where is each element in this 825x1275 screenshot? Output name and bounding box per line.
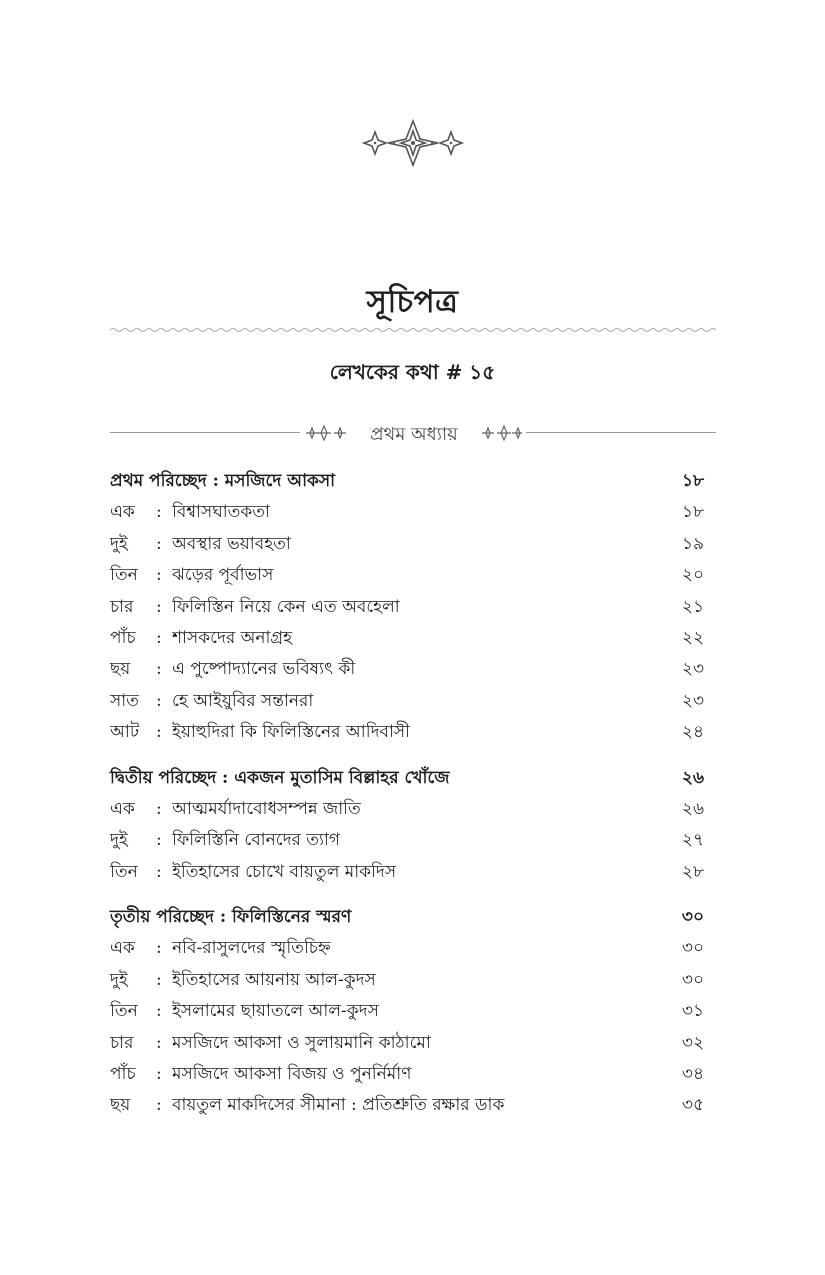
- section-title: দ্বিতীয় পরিচ্ছেদ : একজন মুতাসিম বিল্লাহর খোঁজে: [110, 767, 450, 788]
- page-number: ৩৪: [681, 1064, 704, 1085]
- toc-entry[interactable]: [110, 654, 704, 685]
- page-number: ২০: [681, 565, 704, 586]
- page-number: ৩২: [681, 1032, 704, 1053]
- colon: :: [156, 502, 162, 523]
- toc-entry[interactable]: [110, 1090, 704, 1121]
- entry-title: মসজিদে আকসা বিজয় ও পুনর্নির্মাণ: [172, 1064, 412, 1085]
- star-ornament-icon: [360, 118, 466, 168]
- part-label: প্রথম অধ্যায়: [370, 424, 458, 445]
- page-number: ২৩: [681, 659, 704, 680]
- entry-number: তিন: [110, 1001, 138, 1022]
- entry-title: এ পুষ্পোদ্যানের ভবিষ্যৎ কী: [172, 659, 356, 680]
- colon: :: [156, 722, 162, 743]
- toc-entry[interactable]: [110, 996, 704, 1027]
- entry-number: এক: [110, 938, 135, 959]
- toc-section-heading[interactable]: [110, 902, 704, 933]
- toc-entry[interactable]: [110, 592, 704, 623]
- page-number: ২৭: [681, 830, 704, 851]
- entry-number: ছয়: [110, 659, 131, 680]
- page-number: ১৮: [681, 502, 704, 523]
- entry-title: ইতিহাসের আয়নায় আল-কুদস: [172, 969, 376, 990]
- colon: :: [156, 861, 162, 882]
- part-divider: [110, 420, 716, 446]
- toc-entry[interactable]: [110, 717, 704, 748]
- entry-number: তিন: [110, 565, 138, 586]
- entry-number: দুই: [110, 533, 128, 554]
- entry-number: দুই: [110, 830, 128, 851]
- colon: :: [156, 969, 162, 990]
- entry-number: চার: [110, 1032, 134, 1053]
- table-of-contents: [110, 466, 704, 1136]
- page-number: ৩০: [681, 969, 704, 990]
- toc-section: [110, 902, 704, 1122]
- entry-title: বিশ্বাসঘাতকতা: [172, 502, 270, 523]
- entry-number: সাত: [110, 690, 139, 711]
- page-number: ২৬: [681, 767, 704, 788]
- divider-line-left: [110, 432, 300, 433]
- toc-entry[interactable]: [110, 794, 704, 825]
- page-number: ৩৫: [681, 1095, 704, 1116]
- entry-number: তিন: [110, 861, 138, 882]
- colon: :: [156, 659, 162, 680]
- colon: :: [156, 830, 162, 851]
- entry-title: বায়তুল মাকদিসের সীমানা : প্রতিশ্রুতি রক্ষার ডাক: [172, 1095, 505, 1116]
- entry-title: ইতিহাসের চোখে বায়তুল মাকদিস: [172, 861, 397, 882]
- colon: :: [156, 1095, 162, 1116]
- entry-title: মসজিদে আকসা ও সুলায়মানি কাঠামো: [172, 1032, 431, 1053]
- page-title: সূচিপত্র: [366, 284, 459, 320]
- entry-number: পাঁচ: [110, 1064, 136, 1085]
- section-title: প্রথম পরিচ্ছেদ : মসজিদে আকসা: [110, 471, 336, 491]
- entry-title: ঝড়ের পূর্বাভাস: [172, 565, 274, 586]
- toc-entry[interactable]: [110, 965, 704, 996]
- page-number: ২৪: [681, 722, 704, 743]
- toc-section-heading[interactable]: [110, 763, 704, 794]
- page-number: ১৯: [681, 533, 704, 554]
- colon: :: [156, 596, 162, 617]
- entry-title: নবি-রাসুলদের স্মৃতিচিহ্ন: [172, 938, 331, 959]
- toc-entry[interactable]: [110, 825, 704, 856]
- entry-number: এক: [110, 798, 135, 819]
- toc-section: [110, 763, 704, 889]
- colon: :: [156, 1032, 162, 1053]
- entry-title: আত্মমর্যাদাবোধসম্পন্ন জাতি: [172, 798, 361, 819]
- toc-entry[interactable]: [110, 857, 704, 888]
- colon: :: [156, 533, 162, 554]
- toc-entry[interactable]: [110, 686, 704, 717]
- entry-number: পাঁচ: [110, 627, 136, 648]
- entry-number: ছয়: [110, 1095, 131, 1116]
- page-number: ৩০: [681, 938, 704, 959]
- entry-number: চার: [110, 596, 134, 617]
- entry-title: ইয়াহুদিরা কি ফিলিস্তিনের আদিবাসী: [172, 722, 411, 743]
- page-number: ২১: [681, 596, 704, 617]
- wavy-divider: [110, 326, 716, 334]
- colon: :: [156, 1001, 162, 1022]
- entry-title: ইসলামের ছায়াতলে আল-কুদস: [172, 1001, 379, 1022]
- toc-entry[interactable]: [110, 560, 704, 591]
- entry-title: ফিলিস্তিন নিয়ে কেন এত অবহেলা: [172, 596, 400, 617]
- colon: :: [156, 690, 162, 711]
- section-title: তৃতীয় পরিচ্ছেদ : ফিলিস্তিনের স্মরণ: [110, 907, 352, 928]
- entry-title: ফিলিস্তিনি বোনদের ত্যাগ: [172, 830, 341, 851]
- page-number: ২২: [681, 627, 704, 648]
- page-number: ৩১: [681, 1001, 704, 1022]
- toc-entry[interactable]: [110, 1059, 704, 1090]
- toc-entry[interactable]: [110, 497, 704, 528]
- page-number: ৩০: [681, 907, 704, 928]
- colon: :: [156, 565, 162, 586]
- page-number: ২৩: [681, 690, 704, 711]
- toc-entry[interactable]: [110, 623, 704, 654]
- toc-entry[interactable]: [110, 529, 704, 560]
- entry-number: আট: [110, 722, 140, 743]
- colon: :: [156, 1064, 162, 1085]
- divider-ornament-icon: [302, 423, 346, 443]
- divider-ornament-icon: [482, 423, 526, 443]
- toc-entry[interactable]: [110, 1028, 704, 1059]
- colon: :: [156, 627, 162, 648]
- entry-title: অবস্থার ভয়াবহতা: [172, 533, 291, 554]
- toc-entry[interactable]: [110, 933, 704, 964]
- page-number: ১৮: [681, 471, 704, 491]
- page-number: ২৮: [681, 861, 704, 882]
- author-note-entry[interactable]: লেখকের কথা # ১৫: [329, 360, 496, 384]
- entry-title: হে আইয়ুবির সন্তানরা: [172, 690, 314, 711]
- colon: :: [156, 938, 162, 959]
- page-number: ২৬: [681, 798, 704, 819]
- entry-title: শাসকদের অনাগ্রহ: [172, 627, 293, 648]
- toc-section: [110, 466, 704, 749]
- colon: :: [156, 798, 162, 819]
- entry-number: দুই: [110, 969, 128, 990]
- toc-section-heading[interactable]: [110, 466, 704, 497]
- divider-line-right: [526, 432, 716, 433]
- entry-number: এক: [110, 502, 135, 523]
